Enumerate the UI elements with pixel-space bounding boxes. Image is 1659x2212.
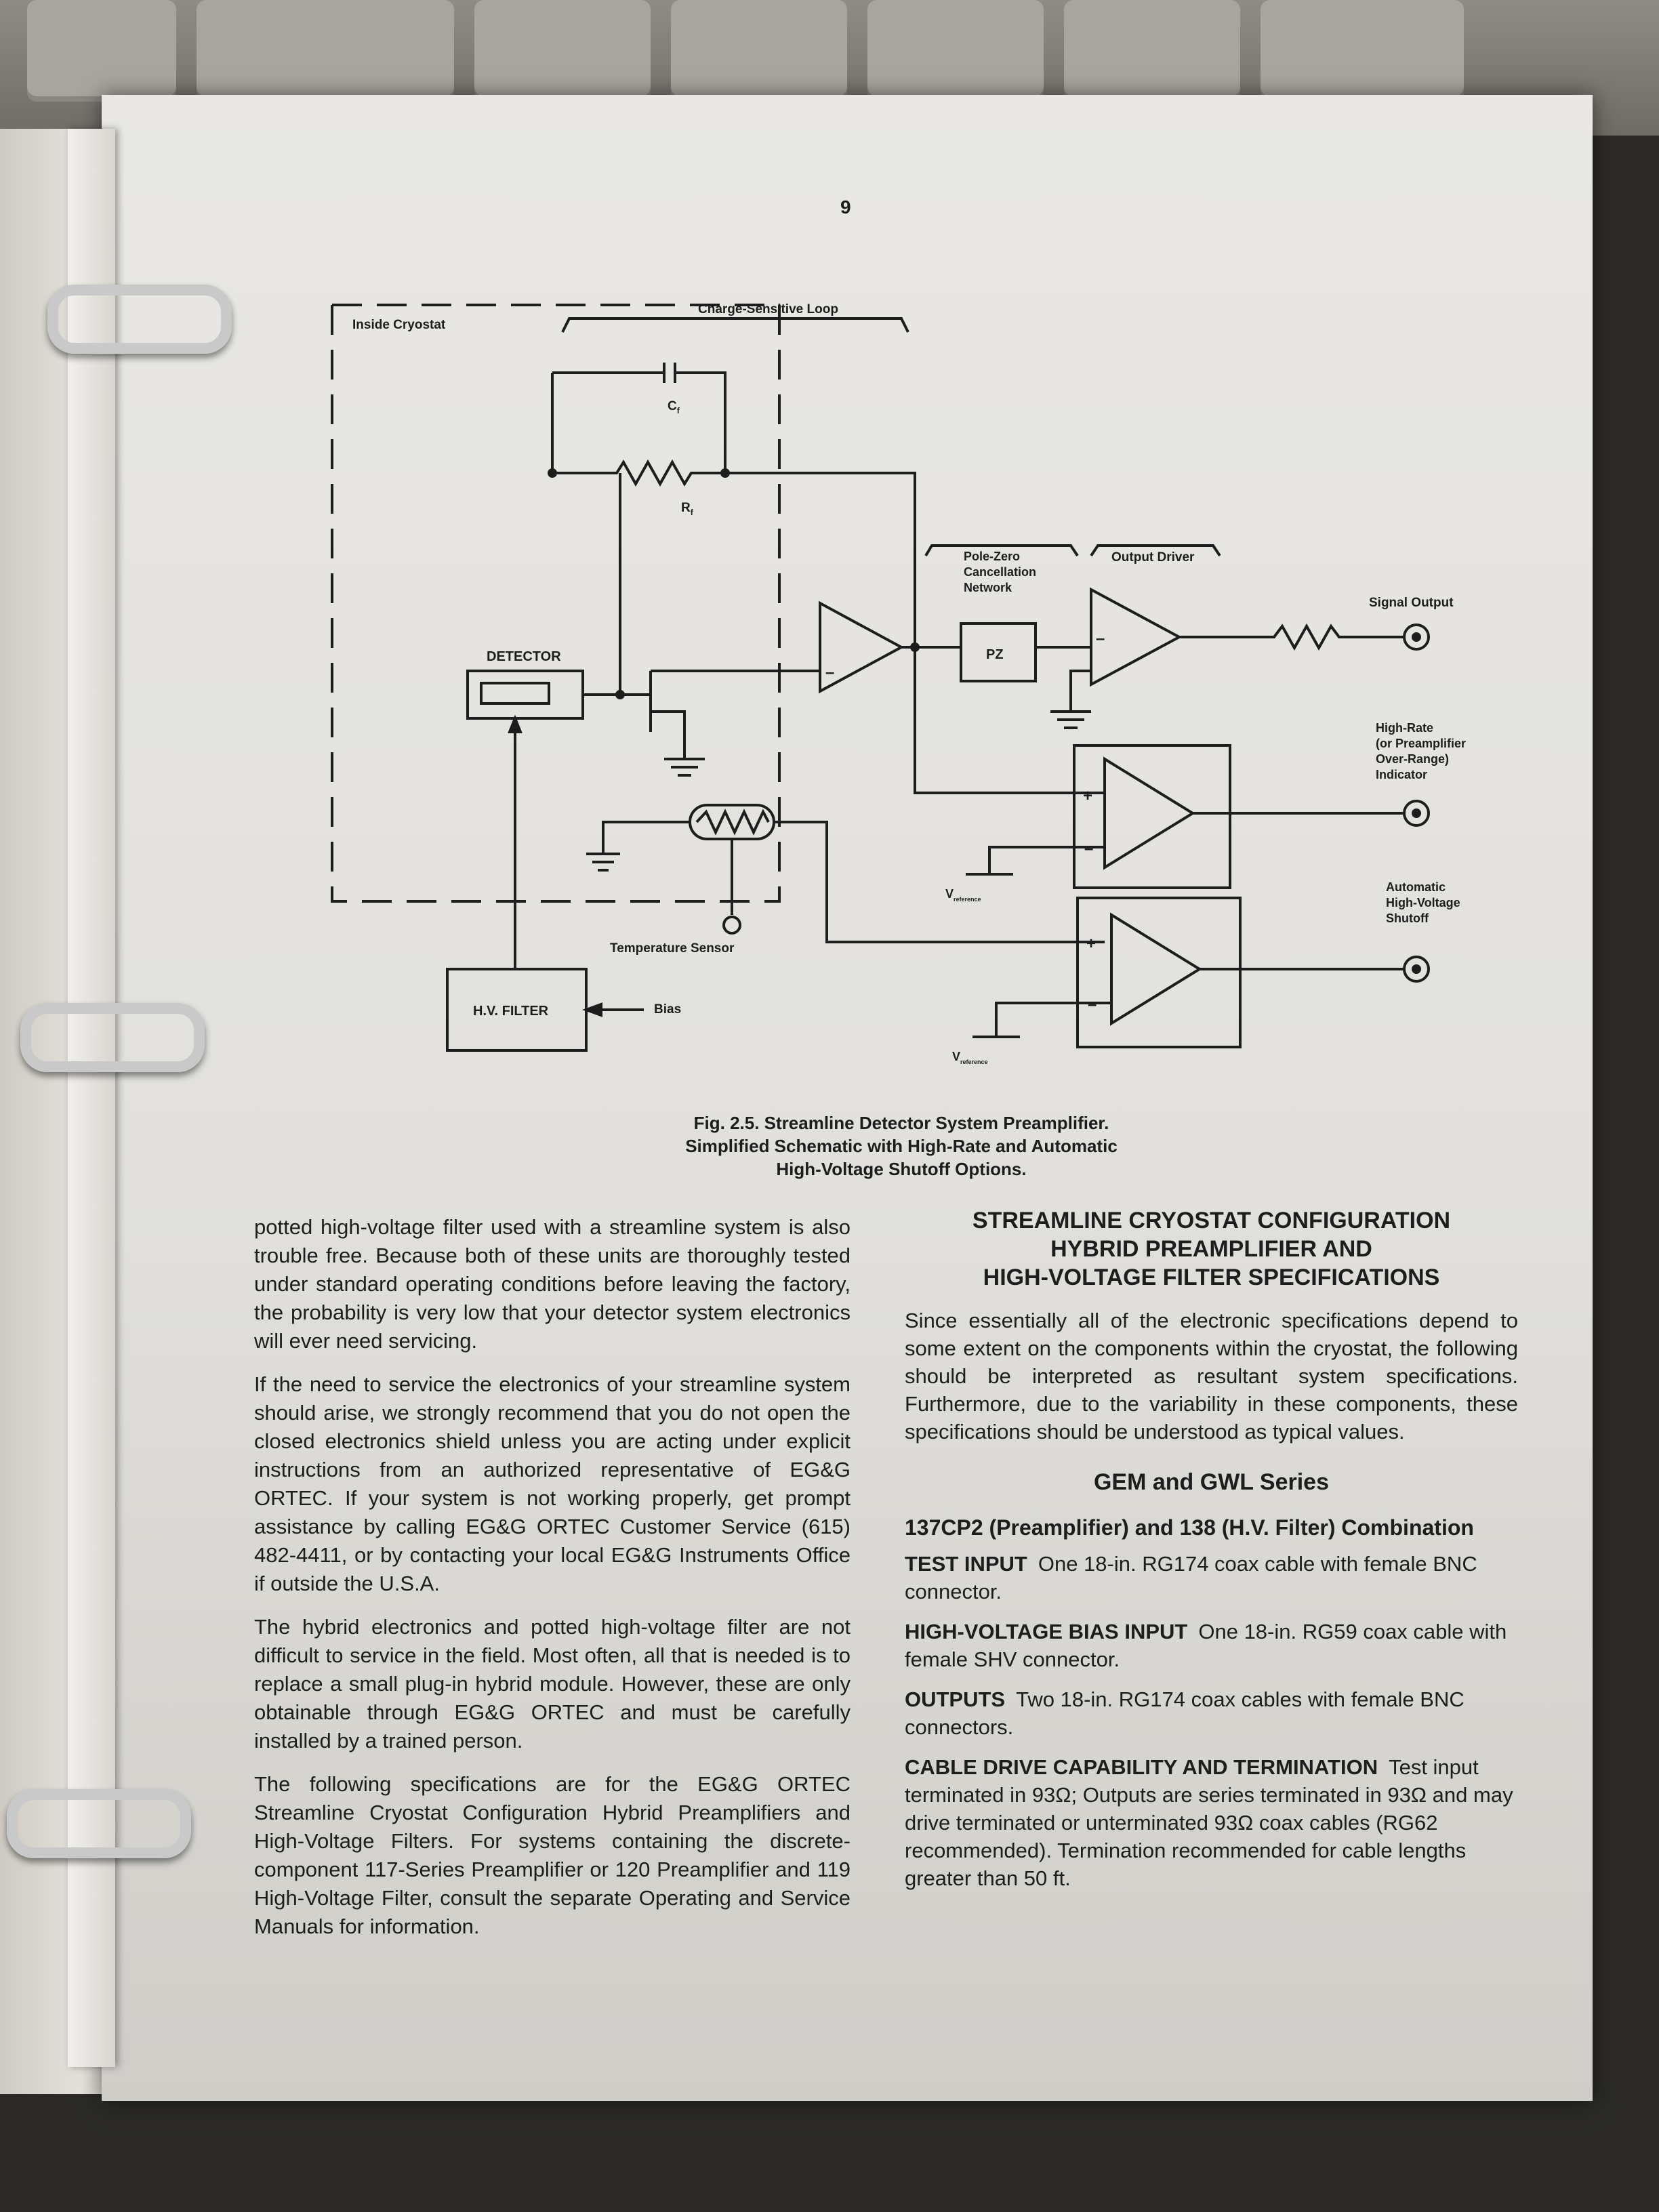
hv-filter-label: H.V. FILTER [473, 1004, 549, 1019]
high-rate-minus: – [1084, 840, 1094, 858]
pole-zero-label-1: Pole-Zero [964, 550, 1021, 563]
charge-loop-label: Charge-Sensitive Loop [698, 302, 838, 316]
output-driver-label: Output Driver [1111, 550, 1195, 565]
keyboard-key [27, 0, 176, 102]
vref-subscript-2: reference [960, 1059, 988, 1065]
temperature-sensor-label: Temperature Sensor [610, 941, 735, 956]
paragraph: The following specifications are for the EG&G ORTEC Streamline Cryostat Configuration Hybrid Preamplifiers and High-Voltage Filters. For systems containing the discrete-component 117-Series Preamplifier or 120 Preamplifier and 119 High-Voltage Filter, consult the separate Operating and Service Manuals for information. [254, 1772, 851, 1938]
rf-resistor [552, 462, 725, 484]
high-rate-label-4: Indicator [1376, 768, 1428, 781]
binder-ring-top [47, 285, 232, 354]
high-rate-plus: + [1083, 787, 1093, 805]
vref-label-2: V [952, 1050, 961, 1063]
hv-shutoff-comparator-box [1078, 898, 1240, 1047]
section-heading-line: STREAMLINE CRYOSTAT CONFIGURATION [972, 1208, 1451, 1233]
spec-label: HIGH-VOLTAGE BIAS INPUT [905, 1620, 1188, 1643]
output-resistor [1179, 626, 1403, 648]
specifications-column [905, 1206, 1518, 1904]
keyboard-key [671, 0, 847, 102]
spec-outputs [905, 1685, 1518, 1741]
binder-ring-bottom [7, 1789, 191, 1858]
spec-label: TEST INPUT [905, 1552, 1027, 1576]
hv-shutoff-plus: + [1086, 935, 1097, 953]
cf-label: C [668, 399, 677, 413]
paragraph: If the need to service the electronics of your streamline system should arise, we strongly recommend that you do not open the closed electronics shield unless you are acting under explicit instructions from an authorized representative of EG&G ORTEC. If your system is not working properly, get prompt assistance by calling EG&G ORTEC Customer Service (615) 482-4411, or by contacting your local EG&G Instruments Office if outside the U.S.A. [254, 1372, 851, 1595]
cryostat-boundary [332, 305, 779, 901]
detector-label: DETECTOR [487, 649, 561, 664]
auto-hv-label-2: High-Voltage [1386, 896, 1460, 909]
svg-text:Rf [681, 501, 694, 517]
figure-caption [576, 1111, 1227, 1181]
spec-label: CABLE DRIVE CAPABILITY AND TERMINATION [905, 1755, 1378, 1779]
intro-paragraph: Since essentially all of the electronic specifications depend to some extent on the components within the cryostat, the following should be interpreted as resultant system specifications. Furthermore, due to the variability in these components, these specifications should be understood as typical values. [905, 1309, 1518, 1443]
section-heading-line: HYBRID PREAMPLIFIER AND [1050, 1236, 1372, 1262]
spec-text: One 18-in. RG59 coax cable with female SHV connector. [905, 1620, 1507, 1671]
inside-cryostat-label: Inside Cryostat [352, 318, 446, 332]
left-text-column [254, 1213, 851, 1956]
loop-bracket [562, 319, 908, 332]
spec-label: OUTPUTS [905, 1687, 1006, 1711]
svg-text:Cf [668, 399, 680, 415]
series-heading: GEM and GWL Series [1093, 1469, 1329, 1495]
figure-caption-line: Simplified Schematic with High-Rate and Automatic [685, 1136, 1118, 1156]
detector-box [468, 671, 583, 718]
binder-ring-middle [20, 1003, 205, 1072]
spec-text: Two 18-in. RG174 coax cables with female BNC connectors. [905, 1687, 1465, 1739]
pole-zero-label-2: Cancellation [964, 565, 1037, 579]
high-rate-label-2: (or Preamplifier [1376, 737, 1467, 750]
binder-spine [68, 129, 115, 2067]
combination-heading: 137CP2 (Preamplifier) and 138 (H.V. Filter) Combination [905, 1515, 1474, 1540]
high-rate-label-1: High-Rate [1376, 721, 1433, 735]
spec-cable-drive [905, 1753, 1518, 1892]
temperature-sensor [690, 805, 774, 839]
page-number: 9 [840, 197, 851, 218]
high-rate-label-3: Over-Range) [1376, 752, 1450, 766]
preamplifier-schematic [305, 291, 1525, 1105]
bias-label: Bias [654, 1002, 682, 1017]
keyboard-key [474, 0, 651, 102]
keyboard-key [197, 0, 454, 102]
spec-text: Test input terminated in 93Ω; Outputs are series terminated in 93Ω and may drive terminated or unterminated 93Ω coax cables (RG62 recommended). Termination recommended for cable lengths greater than 50 ft. [905, 1755, 1513, 1890]
svg-text:Vreference [952, 1050, 988, 1065]
rf-subscript: f [690, 508, 693, 517]
svg-text:Vreference [945, 887, 981, 903]
keyboard-key [1064, 0, 1240, 102]
vref-subscript-1: reference [954, 896, 981, 903]
figure-caption-line: Fig. 2.5. Streamline Detector System Preamplifier. [693, 1113, 1109, 1133]
spec-test-input [905, 1550, 1518, 1605]
paragraph: potted high-voltage filter used with a streamline system is also trouble free. Because both of these units are thoroughly tested under standard operating conditions before leaving the factory, the probability is very low that your detector system electronics will ever need servicing. [254, 1215, 851, 1353]
keyboard-key [867, 0, 1044, 102]
spec-text: One 18-in. RG174 coax cable with female BNC connector. [905, 1552, 1477, 1603]
pz-label: PZ [986, 647, 1004, 662]
rf-label: R [681, 501, 691, 515]
auto-hv-label-3: Shutoff [1386, 912, 1429, 925]
signal-output-label: Signal Output [1369, 596, 1454, 610]
high-rate-comparator-box [1074, 745, 1230, 888]
main-amp-minus: – [825, 663, 835, 682]
section-heading-line: HIGH-VOLTAGE FILTER SPECIFICATIONS [983, 1265, 1440, 1290]
spec-hv-bias-input [905, 1618, 1518, 1673]
figure-caption-line: High-Voltage Shutoff Options. [776, 1159, 1027, 1179]
driver-minus: – [1096, 630, 1105, 648]
keyboard-key [1261, 0, 1464, 102]
pole-zero-label-3: Network [964, 581, 1012, 594]
cf-subscript: f [676, 406, 680, 415]
auto-hv-label-1: Automatic [1386, 880, 1446, 894]
hv-shutoff-minus: – [1088, 996, 1097, 1014]
paragraph: The hybrid electronics and potted high-voltage filter are not difficult to service in the field. Most often, all that is needed is to replace a small plug-in hybrid module. However, these are only obtainable through EG&G ORTEC and must be carefully installed by a trained person. [254, 1615, 851, 1753]
section-heading [905, 1206, 1518, 1292]
manual-page [102, 95, 1593, 2101]
vref-label-1: V [945, 887, 954, 901]
